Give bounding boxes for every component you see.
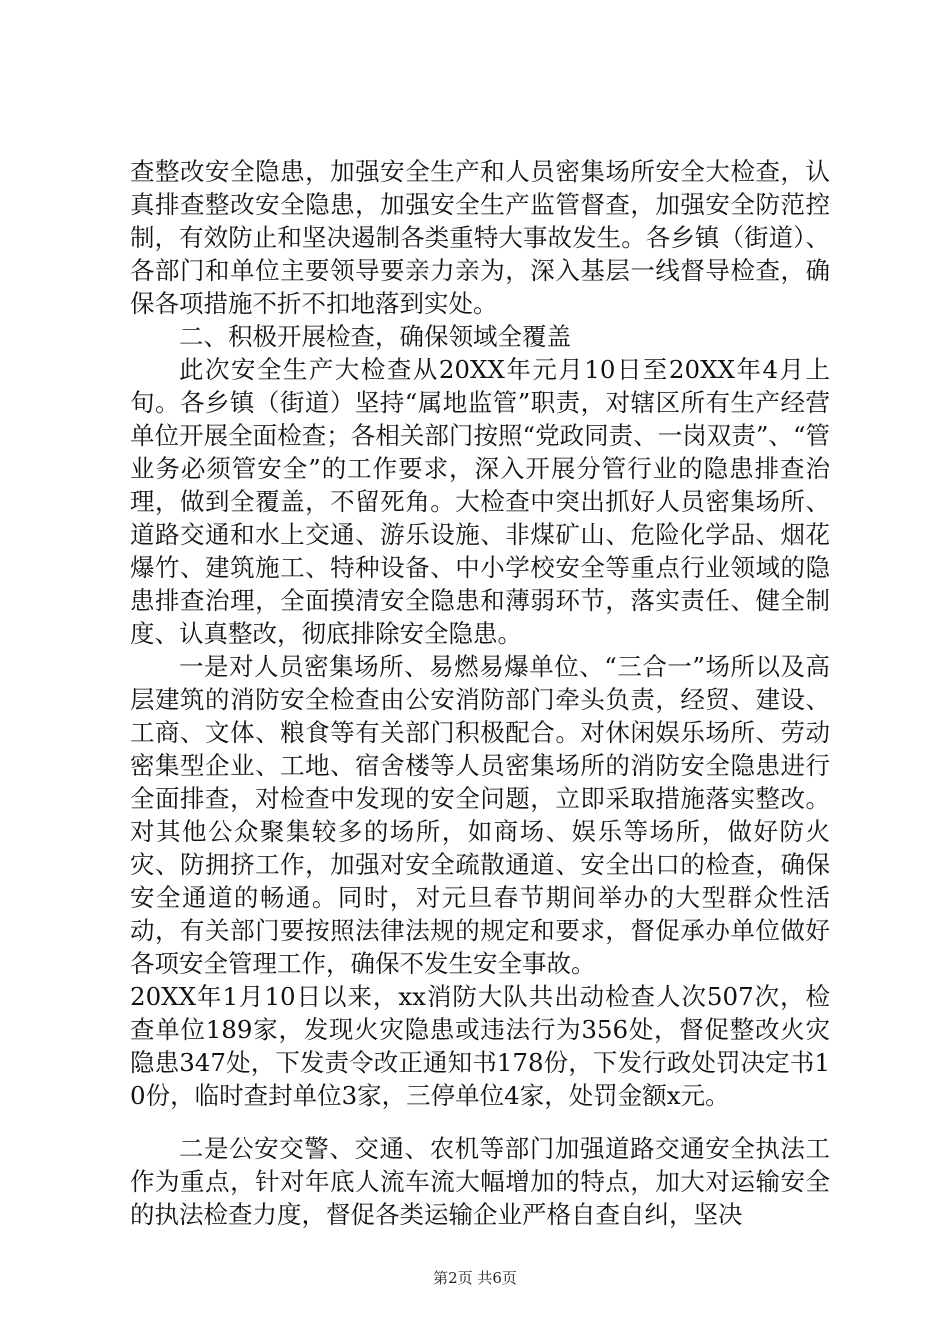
document-body <box>130 155 830 1231</box>
section-heading: 二、积极开展检查，确保领域全覆盖 <box>179 322 571 351</box>
paragraph-inspection-scope: 此次安全生产大检查从20XX年元月10日至20XX年4月上旬。各乡镇（街道）坚持“属地监管”职责，对辖区所有生产经营单位开展全面检查；各相关部门按照“党政同责、一岗双责”、“管业务必须管安全”的工作要求，深入开展分管行业的隐患排查治理，做到全覆盖，不留死角。大检查中突出抓好人员密集场所、道路交通和水上交通、游乐设施、非煤矿山、危险化学品、烟花爆竹、建筑施工、特种设备、中小学校安全等重点行业领域的隐患排查治理，全面摸清安全隐患和薄弱环节，落实责任、健全制度、认真整改，彻底排除安全隐患。 <box>130 355 830 648</box>
paragraph-fire-safety: 一是对人员密集场所、易燃易爆单位、“三合一”场所以及高层建筑的消防安全检查由公安消防部门牵头负责，经贸、建设、工商、文体、粮食等有关部门积极配合。对休闲娱乐场所、劳动密集型企业、工地、宿舍楼等人员密集场所的消防安全隐患进行全面排查，对检查中发现的安全问题，立即采取措施落实整改。对其他公众聚集较多的场所，如商场、娱乐等场所，做好防火灾、防拥挤工作，加强对安全疏散通道、安全出口的检查，确保安全通道的畅通。同时，对元旦春节期间举办的大型群众性活动，有关部门要按照法律法规的规定和要求，督促承办单位做好各项安全管理工作，确保不发生安全事故。 <box>130 652 830 978</box>
paragraph-continued: 查整改安全隐患，加强安全生产和人员密集场所安全大检查，认真排查整改安全隐患，加强安全生产监管督查，加强安全防范控制，有效防止和坚决遏制各类重特大事故发生。各乡镇（街道）、各部门和单位主要领导要亲力亲为，深入基层一线督导检查，确保各项措施不折不扣地落到实处。 <box>130 157 830 318</box>
paragraph-traffic-safety: 二是公安交警、交通、农机等部门加强道路交通安全执法工作为重点，针对年底人流车流大幅增加的特点，加大对运输安全的执法检查力度，督促各类运输企业严格自查自纠，坚决 <box>130 1134 830 1229</box>
page-footer: 第2页 共6页 <box>433 1269 517 1287</box>
paragraph-statistics: 20XX年1月10日以来，xx消防大队共出动检查人次507次，检查单位189家，发现火灾隐患或违法行为356处，督促整改火灾隐患347处，下发责令改正通知书178份，下发行政处罚决定书10份，临时查封单位3家，三停单位4家，处罚金额x元。 <box>130 982 830 1110</box>
